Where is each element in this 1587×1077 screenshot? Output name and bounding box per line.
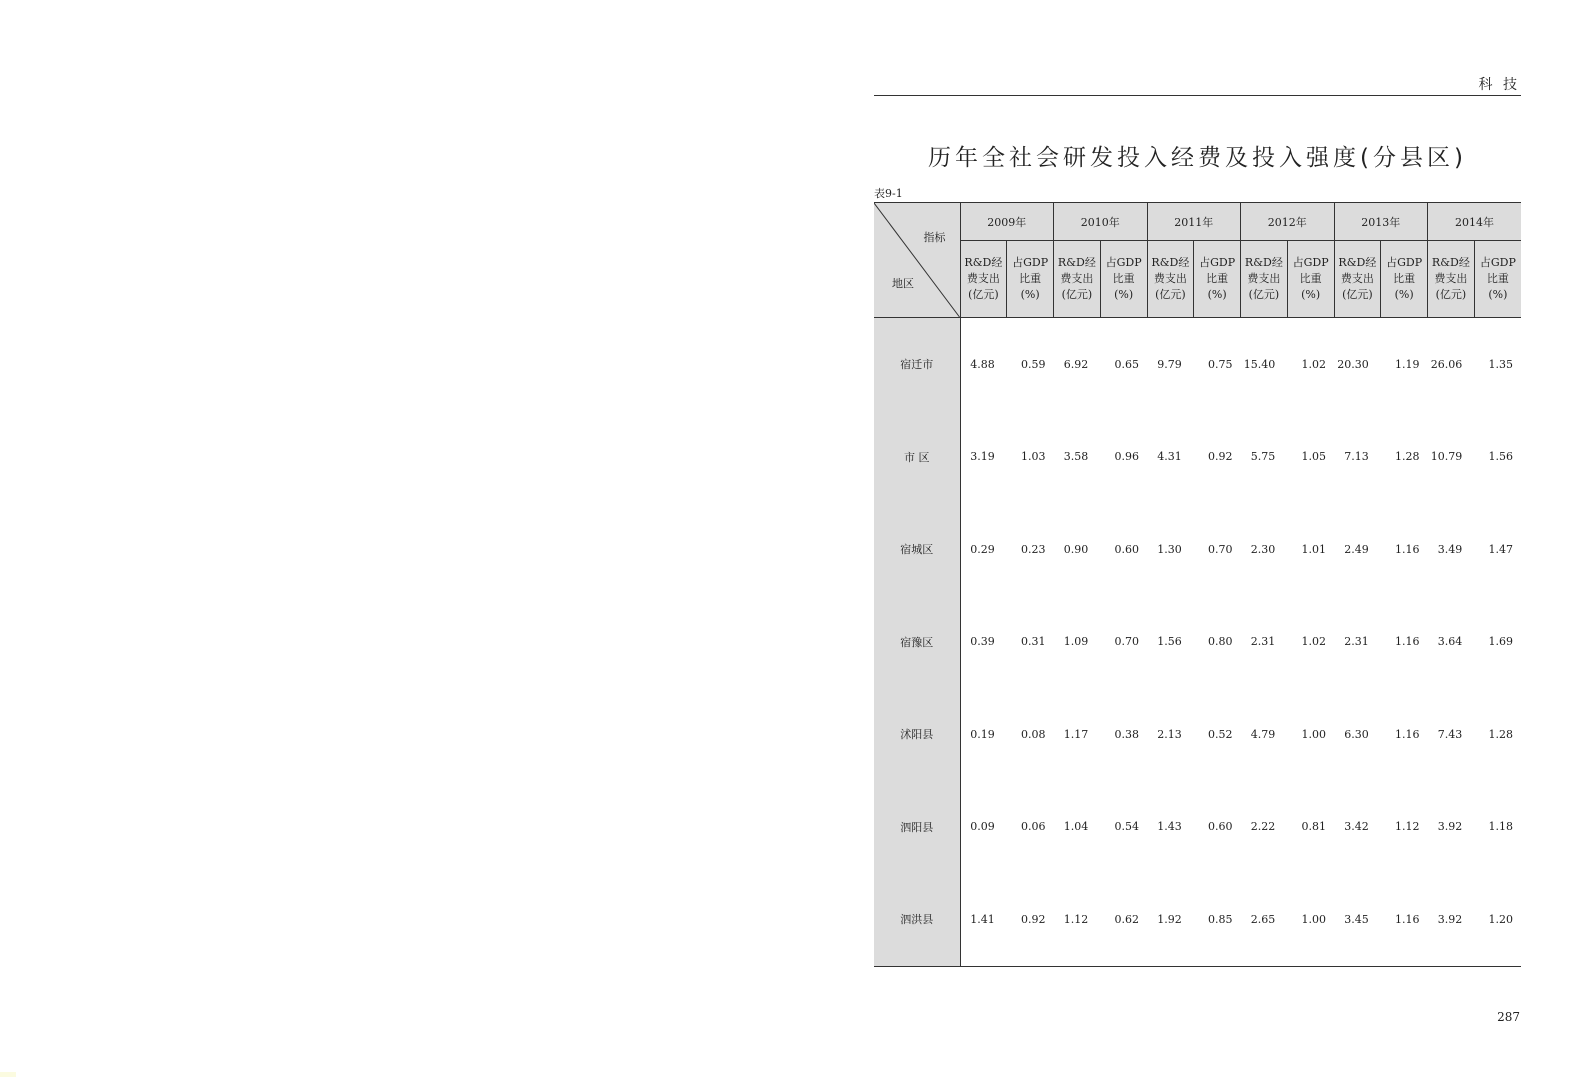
header-line: 占GDP [1199,256,1236,269]
gdp-share-cell: 0.08 [1021,727,1046,741]
page-number: 287 [1497,1010,1520,1024]
region-cell: 宿城区 [874,503,960,596]
rd-expenditure-header [1241,241,1288,318]
corner-label-indicator: 指标 [923,231,946,244]
table-row [874,688,1521,781]
rd-expenditure-cell: 7.13 [1344,450,1369,464]
gdp-share-cell: 0.31 [1021,635,1046,649]
header-line: (亿元) [1061,288,1093,301]
header-line: (%) [1488,288,1508,301]
gdp-share-cell: 0.92 [1007,873,1054,966]
section-label: 科 技 [1478,77,1520,93]
rd-expenditure-cell: 3.92 [1437,820,1463,834]
gdp-share-cell: 0.38 [1114,727,1139,741]
gdp-share-cell: 1.03 [1021,450,1046,464]
gdp-share-cell: 1.20 [1474,873,1521,966]
gdp-share-cell: 1.28 [1488,727,1513,741]
rd-expenditure-cell: 20.30 [1337,357,1369,371]
rd-expenditure-cell: 1.92 [1147,873,1194,966]
table-corner-header [874,203,960,318]
rd-expenditure-cell: 1.30 [1157,542,1182,556]
rd-expenditure-cell: 0.39 [970,635,995,649]
rd-expenditure-cell: 3.45 [1334,873,1381,966]
header-line: 比重 [1299,272,1322,285]
rd-expenditure-header [1428,241,1475,318]
rd-expenditure-cell: 3.58 [1063,450,1089,464]
header-line: 占GDP [1292,256,1329,269]
rd-expenditure-cell: 2.31 [1344,635,1369,649]
gdp-share-cell: 1.12 [1395,820,1420,834]
header-line: (亿元) [1342,288,1373,301]
gdp-share-cell: 0.52 [1208,727,1233,741]
year-header: 2013年 [1334,203,1428,241]
table-row [874,873,1521,966]
header-line: (%) [1394,288,1414,301]
data-table [874,202,1521,967]
region-cell: 泗洪县 [874,873,960,966]
header-line: 比重 [1019,272,1042,285]
rd-expenditure-cell: 0.19 [970,727,995,741]
gdp-share-cell: 0.65 [1114,357,1139,371]
rd-expenditure-cell: 9.79 [1157,357,1182,371]
year-header: 2010年 [1054,203,1148,241]
gdp-share-header [1194,241,1241,318]
gdp-share-cell: 0.92 [1208,450,1233,464]
header-line: 费支出 [966,272,1000,285]
header-line: (亿元) [1155,288,1186,301]
rd-expenditure-cell: 0.29 [970,542,995,556]
year-header: 2009年 [960,203,1054,241]
header-line: 比重 [1393,272,1416,285]
header-line: (%) [1020,288,1040,301]
gdp-share-cell: 1.18 [1488,820,1513,834]
rd-expenditure-cell: 3.49 [1437,542,1463,556]
rd-expenditure-cell: 3.42 [1344,820,1369,834]
rd-expenditure-cell: 1.56 [1157,635,1182,649]
rd-expenditure-cell: 2.22 [1250,820,1276,834]
header-line: 比重 [1206,272,1229,285]
rd-expenditure-cell: 6.92 [1063,357,1089,371]
rd-expenditure-header [960,241,1007,318]
corner-label-region: 地区 [892,277,914,290]
gdp-share-cell: 1.47 [1488,542,1513,556]
region-cell: 市 区 [874,411,960,504]
rd-expenditure-cell: 2.65 [1241,873,1288,966]
gdp-share-cell: 0.59 [1021,357,1046,371]
gdp-share-header [1007,241,1054,318]
gdp-share-cell: 1.69 [1488,635,1513,649]
header-line: R&D经 [1431,256,1470,269]
rd-expenditure-cell: 2.49 [1344,542,1369,556]
year-header: 2012年 [1241,203,1335,241]
gdp-share-cell: 0.80 [1208,635,1233,649]
table-number: 表9-1 [874,187,903,200]
rd-expenditure-cell: 26.06 [1430,357,1463,371]
gdp-share-cell: 1.05 [1301,450,1326,464]
rd-expenditure-cell: 4.31 [1157,450,1182,464]
rd-expenditure-header [1334,241,1381,318]
gdp-share-cell: 0.06 [1021,820,1046,834]
gdp-share-cell: 1.02 [1301,635,1326,649]
header-line: (%) [1301,288,1321,301]
table-row [874,503,1521,596]
table-row [874,318,1521,411]
header-line: 占GDP [1012,256,1049,269]
gdp-share-cell: 0.60 [1114,542,1139,556]
gdp-share-header [1474,241,1521,318]
region-cell: 沭阳县 [874,688,960,781]
header-line: 占GDP [1479,256,1516,269]
rd-expenditure-cell: 1.43 [1157,820,1182,834]
gdp-share-cell: 0.81 [1301,820,1326,834]
header-line: R&D经 [1151,256,1190,269]
rd-expenditure-cell: 1.41 [960,873,1007,966]
region-cell: 宿豫区 [874,596,960,689]
gdp-share-cell: 0.60 [1208,820,1233,834]
gdp-share-cell: 1.00 [1301,727,1326,741]
gdp-share-header [1381,241,1428,318]
rd-expenditure-cell: 0.90 [1063,542,1089,556]
rd-expenditure-cell: 6.30 [1344,727,1369,741]
rd-expenditure-cell: 15.40 [1243,357,1276,371]
region-cell: 宿迁市 [874,318,960,411]
gdp-share-cell: 0.70 [1208,542,1233,556]
rd-expenditure-cell: 3.19 [970,450,995,464]
header-line: 比重 [1112,272,1135,285]
page-title: 历年全社会研发投入经费及投入强度(分县区) [928,145,1467,172]
region-cell: 泗阳县 [874,781,960,874]
year-header: 2014年 [1428,203,1522,241]
header-line: 费支出 [1434,272,1468,285]
gdp-share-cell: 0.70 [1114,635,1139,649]
gdp-share-cell: 0.96 [1114,450,1139,464]
table-row [874,596,1521,689]
rd-expenditure-header [1054,241,1101,318]
rd-expenditure-cell: 1.09 [1063,635,1089,649]
gdp-share-cell: 0.85 [1194,873,1241,966]
header-line: 费支出 [1060,272,1094,285]
header-line: R&D经 [1244,256,1283,269]
gdp-share-cell: 0.62 [1100,873,1147,966]
top-rule [874,95,1521,96]
rd-expenditure-cell: 3.64 [1437,635,1463,649]
rd-expenditure-cell: 4.88 [970,357,995,371]
header-line: (亿元) [1435,288,1467,301]
header-line: 比重 [1486,272,1509,285]
header-line: (%) [1207,288,1227,301]
gdp-share-header [1287,241,1334,318]
gdp-share-cell: 1.01 [1301,542,1326,556]
rd-expenditure-cell: 4.79 [1250,727,1276,741]
header-line: 费支出 [1247,272,1281,285]
rd-expenditure-cell: 2.31 [1250,635,1276,649]
year-header: 2011年 [1147,203,1241,241]
rd-expenditure-cell: 7.43 [1437,727,1463,741]
rd-expenditure-cell: 5.75 [1250,450,1276,464]
header-line: R&D经 [1057,256,1096,269]
gdp-share-cell: 1.35 [1488,357,1513,371]
gdp-share-cell: 1.16 [1395,727,1420,741]
gdp-share-cell: 1.16 [1395,542,1420,556]
gdp-share-cell: 1.28 [1395,450,1420,464]
rd-expenditure-cell: 1.04 [1063,820,1089,834]
header-line: 占GDP [1105,256,1142,269]
rd-expenditure-header [1147,241,1194,318]
gdp-share-cell: 0.54 [1114,820,1139,834]
header-line: 费支出 [1340,272,1374,285]
gdp-share-cell: 0.75 [1208,357,1233,371]
gdp-share-cell: 1.56 [1488,450,1513,464]
rd-expenditure-cell: 1.17 [1063,727,1089,741]
rd-expenditure-cell: 3.92 [1428,873,1475,966]
header-line: R&D经 [1338,256,1377,269]
gdp-share-cell: 1.16 [1381,873,1428,966]
rd-expenditure-cell: 1.12 [1054,873,1101,966]
table-row [874,781,1521,874]
header-line: R&D经 [964,256,1003,269]
rd-expenditure-cell: 0.09 [970,820,995,834]
header-line: (亿元) [1248,288,1280,301]
diagonal-divider [874,203,960,317]
table-row [874,411,1521,504]
header-line: (%) [1114,288,1134,301]
rd-expenditure-cell: 2.30 [1250,542,1276,556]
gdp-share-cell: 1.02 [1301,357,1326,371]
gdp-share-header [1100,241,1147,318]
gdp-share-cell: 1.16 [1395,635,1420,649]
header-line: 占GDP [1386,256,1423,269]
rd-expenditure-cell: 2.13 [1157,727,1182,741]
header-line: 费支出 [1153,272,1187,285]
gdp-share-cell: 1.19 [1395,357,1420,371]
rd-expenditure-cell: 10.79 [1430,450,1463,464]
gdp-share-cell: 0.23 [1021,542,1046,556]
gdp-share-cell: 1.00 [1287,873,1334,966]
corner-mark [0,1072,16,1077]
header-line: (亿元) [968,288,999,301]
